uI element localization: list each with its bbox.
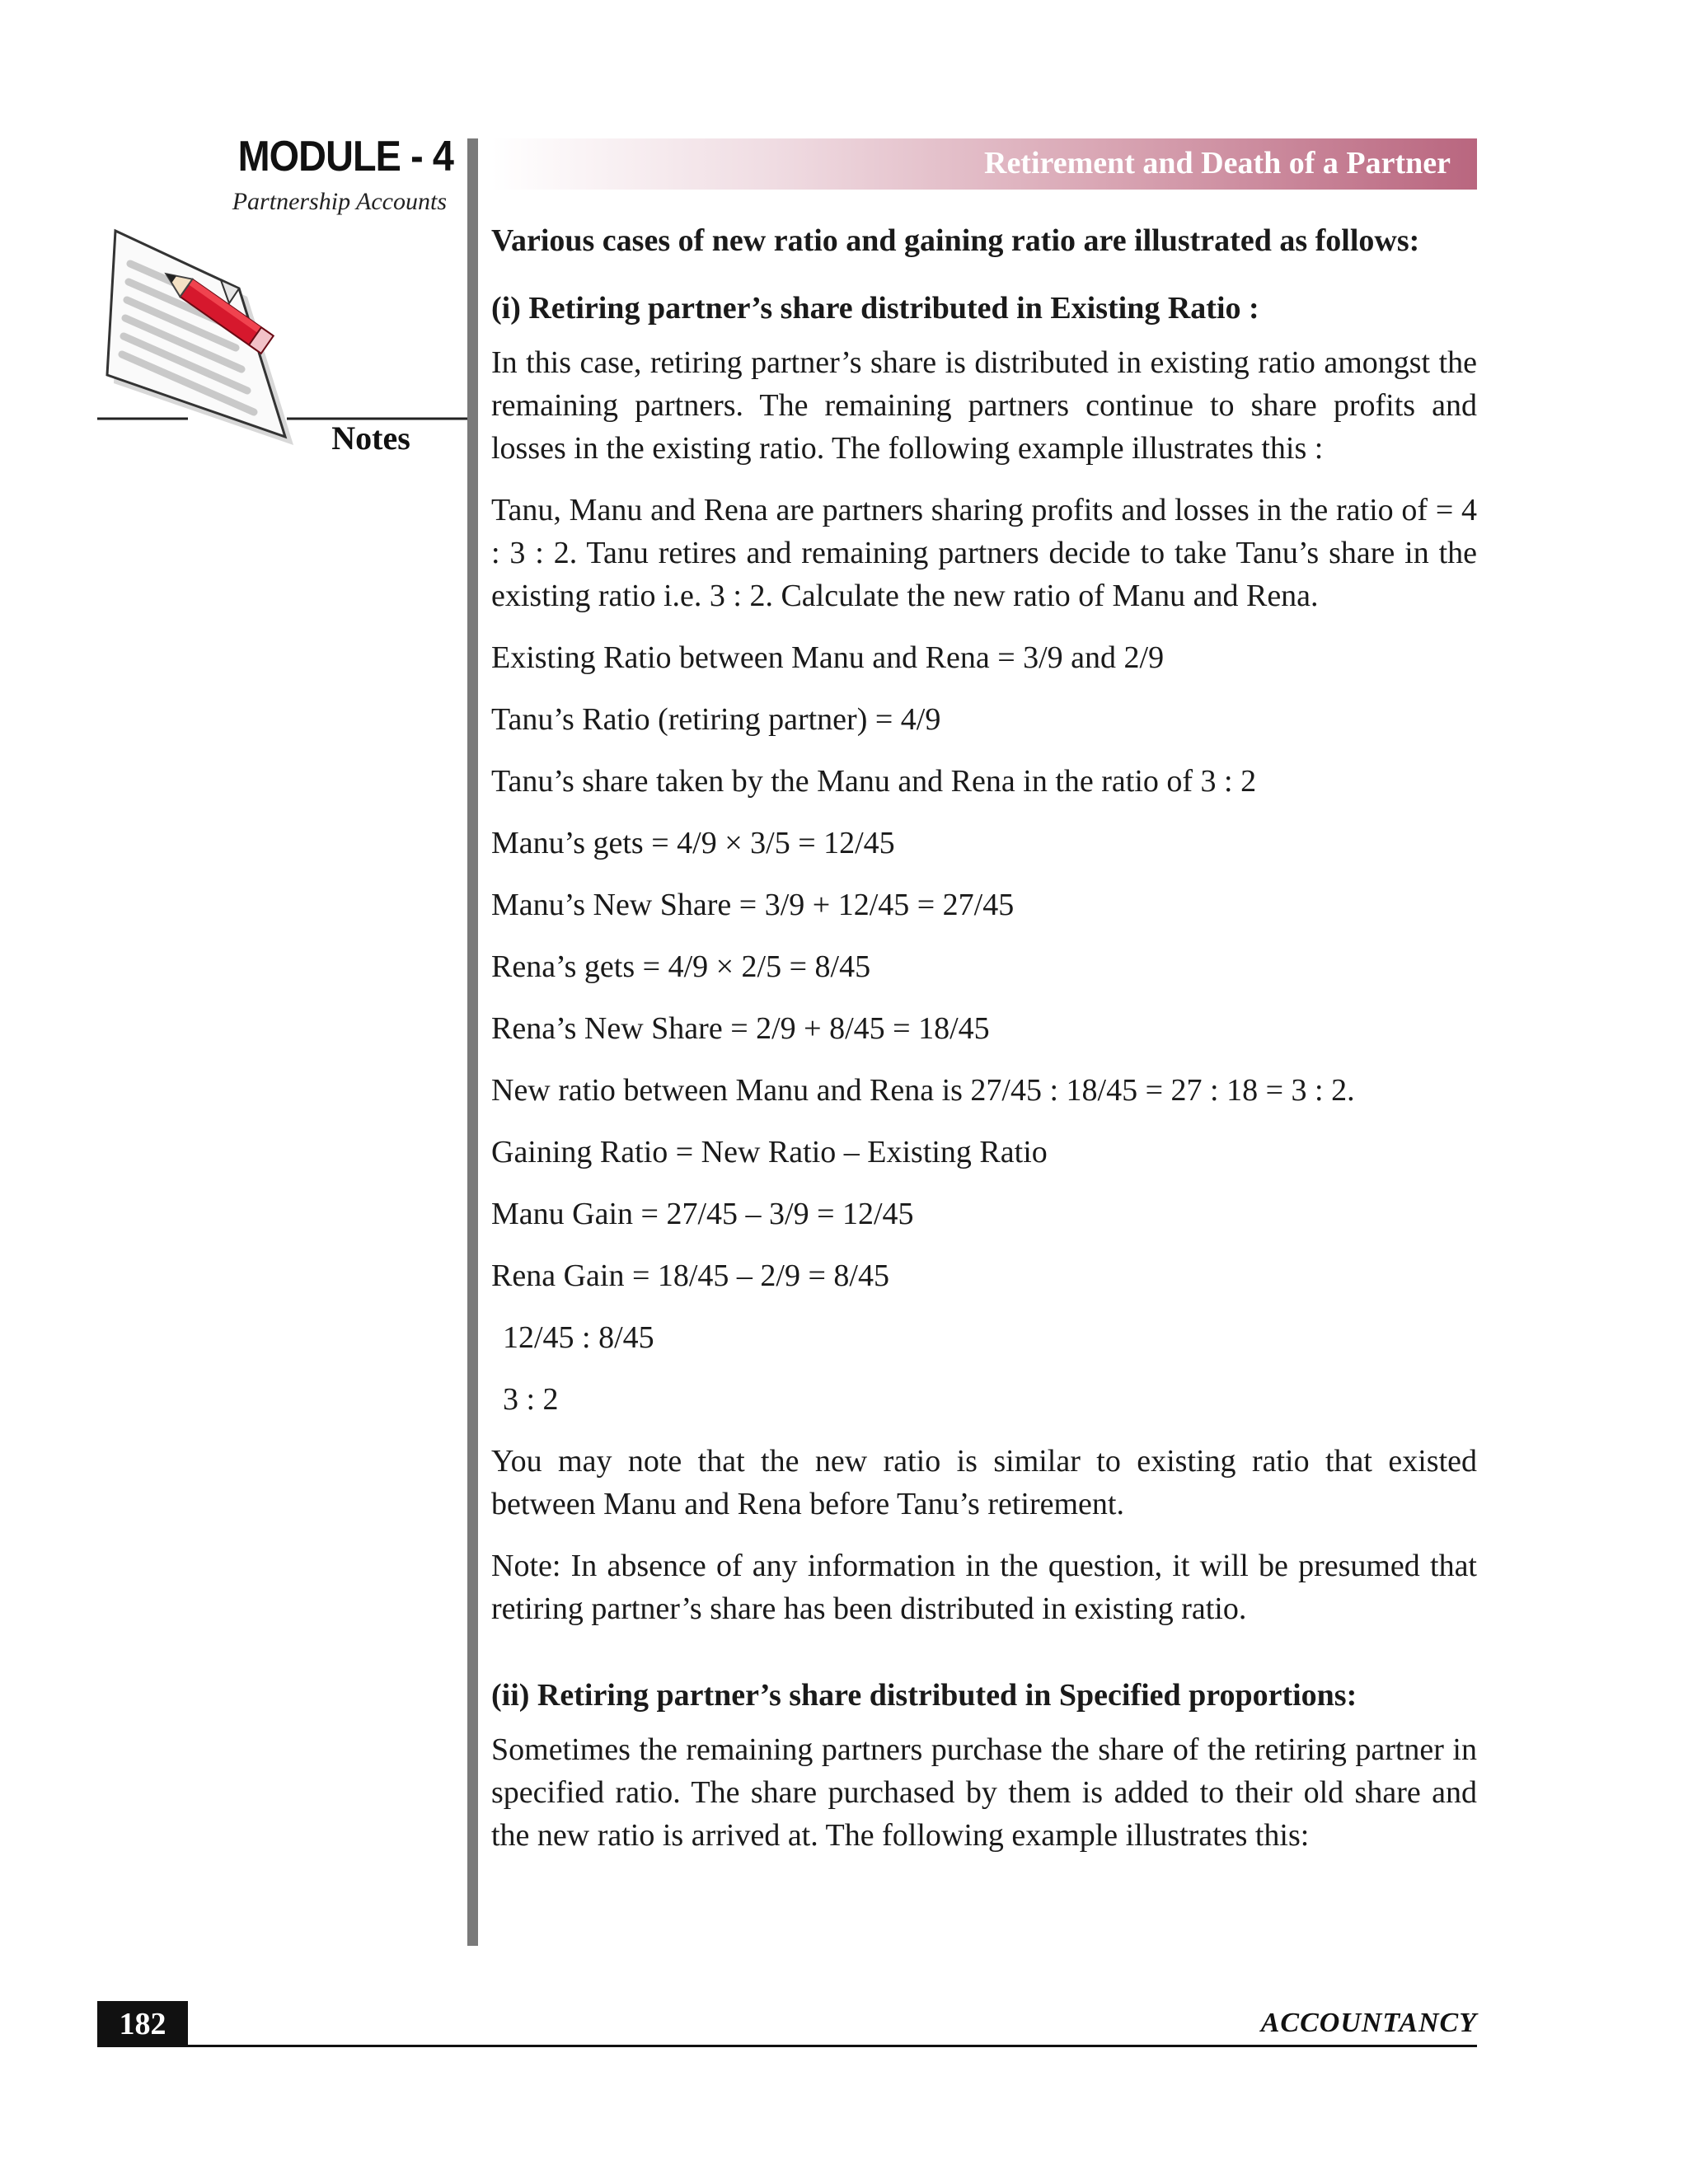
case2-paragraph: Sometimes the remaining partners purchase the share of the retiring partner in specified ratio. The share purchased by them is added to their old share and the new ratio is arrived at. The following example illustrates this:	[491, 1732, 1477, 1853]
page-number: 182	[97, 2001, 188, 2047]
module-title: MODULE - 4	[237, 133, 453, 180]
calc-line: 3 : 2	[503, 1382, 559, 1417]
calc-line: Gaining Ratio = New Ratio – Existing Ratio	[491, 1135, 1048, 1169]
calc-line: Rena’s gets = 4/9 × 2/5 = 8/45	[491, 949, 871, 984]
case1-heading: (i) Retiring partner’s share distributed in Existing Ratio :	[491, 291, 1259, 326]
calc-line: Tanu’s share taken by the Manu and Rena in the ratio of 3 : 2	[491, 764, 1257, 799]
calc-line: 12/45 : 8/45	[503, 1320, 654, 1355]
calc-line: Rena Gain = 18/45 – 2/9 = 8/45	[491, 1258, 889, 1293]
calc-line: Manu’s New Share = 3/9 + 12/45 = 27/45	[491, 888, 1015, 922]
calc-line: Existing Ratio between Manu and Rena = 3/9 and 2/9	[491, 640, 1165, 675]
case2-heading: (ii) Retiring partner’s share distributed in Specified proportions:	[491, 1678, 1357, 1713]
calc-line: Manu’s gets = 4/9 × 3/5 = 12/45	[491, 826, 895, 860]
note-similar-ratio: You may note that the new ratio is similar to existing ratio that existed between Manu and Rena before Tanu’s retirement.	[491, 1444, 1477, 1521]
note-absence: Note: In absence of any information in the question, it will be presumed that retiring partner’s share has been distributed in existing ratio.	[491, 1549, 1477, 1626]
notes-label: Notes	[331, 419, 410, 457]
chapter-header-band	[491, 138, 1477, 190]
module-subtitle: Partnership Accounts	[232, 188, 447, 215]
example-paragraph: Tanu, Manu and Rena are partners sharing profits and losses in the ratio of = 4 : 3 : 2. Tanu retires and remaining partners decide to take Tanu’s share in the existing ratio i.e. 3 : 2. Calculate the new ratio of Manu and Rena.	[491, 493, 1477, 613]
intro-text: Various cases of new ratio and gaining ratio are illustrated as follows:	[491, 223, 1420, 258]
section-gap	[491, 1649, 1477, 1674]
main-content	[491, 219, 1477, 1876]
calc-line: Tanu’s Ratio (retiring partner) = 4/9	[491, 702, 941, 737]
footer-subject: ACCOUNTANCY	[1260, 2008, 1477, 2038]
calc-line: Rena’s New Share = 2/9 + 8/45 = 18/45	[491, 1011, 990, 1046]
margin-divider	[467, 138, 478, 1946]
calc-line: New ratio between Manu and Rena is 27/45 : 18/45 = 27 : 18 = 3 : 2.	[491, 1073, 1355, 1108]
chapter-title: Retirement and Death of a Partner	[984, 146, 1451, 180]
case1-paragraph: In this case, retiring partner’s share is distributed in existing ratio amongst the remaining partners. The remaining partners continue to share profits and losses in the existing ratio. The following example illustrates this :	[491, 345, 1477, 466]
footer-rule	[97, 2045, 1477, 2047]
calc-line: Manu Gain = 27/45 – 3/9 = 12/45	[491, 1197, 914, 1231]
